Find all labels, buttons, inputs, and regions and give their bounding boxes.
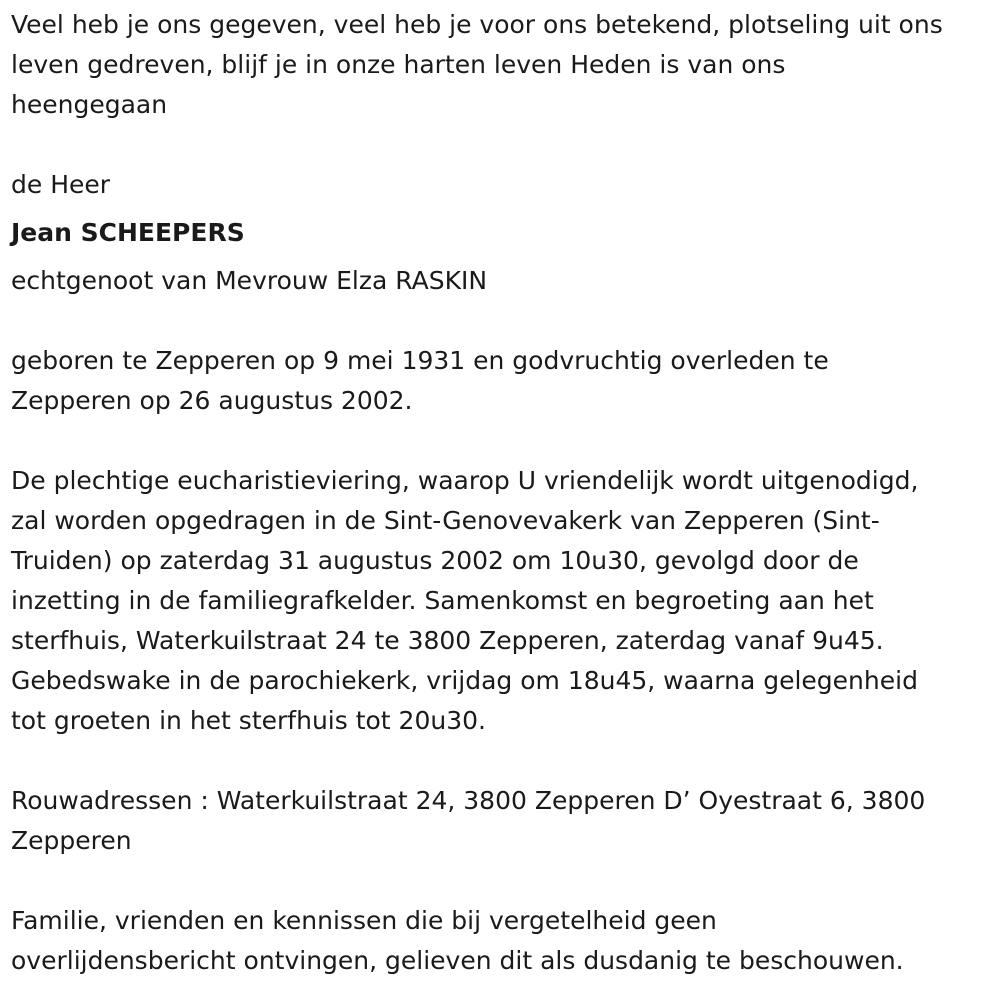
intro-line-1: Veel heb je ons gegeven, veel heb je voor ons betekend, plotseling uit ons [11, 10, 943, 39]
intro-line-2: leven gedreven, blijf je in onze harten leven Heden is van ons [11, 50, 786, 79]
deceased-name: Jean SCHEEPERS [11, 218, 245, 247]
ceremony-line-4: inzetting in de familiegrafkelder. Samenkomst en begroeting aan het [11, 586, 874, 615]
ceremony-line-1: De plechtige eucharistieviering, waarop U vriendelijk wordt uitgenodigd, [11, 466, 919, 495]
ceremony-line-3: Truiden) op zaterdag 31 augustus 2002 om 10u30, gevolgd door de [11, 546, 859, 575]
ceremony-line-2: zal worden opgedragen in de Sint-Genovevakerk van Zepperen (Sint- [11, 506, 880, 535]
address-line-1: Rouwadressen : Waterkuilstraat 24, 3800 Zepperen D’ Oyestraat 6, 3800 [11, 786, 926, 815]
ceremony-line-7: tot groeten in het sterfhuis tot 20u30. [11, 706, 486, 735]
honorific: de Heer [11, 170, 111, 199]
birth-death-line-2: Zepperen op 26 augustus 2002. [11, 386, 413, 415]
closing-line-1: Familie, vrienden en kennissen die bij vergetelheid geen [11, 906, 717, 935]
ceremony-line-5: sterfhuis, Waterkuilstraat 24 te 3800 Zepperen, zaterdag vanaf 9u45. [11, 626, 884, 655]
ceremony-line-6: Gebedswake in de parochiekerk, vrijdag om 18u45, waarna gelegenheid [11, 666, 918, 695]
intro-line-3: heengegaan [11, 90, 168, 119]
spouse-line: echtgenoot van Mevrouw Elza RASKIN [11, 266, 488, 295]
address-line-2: Zepperen [11, 826, 132, 855]
birth-death-line-1: geboren te Zepperen op 9 mei 1931 en godvruchtig overleden te [11, 346, 829, 375]
closing-line-2: overlijdensbericht ontvingen, gelieven dit als dusdanig te beschouwen. [11, 946, 904, 975]
